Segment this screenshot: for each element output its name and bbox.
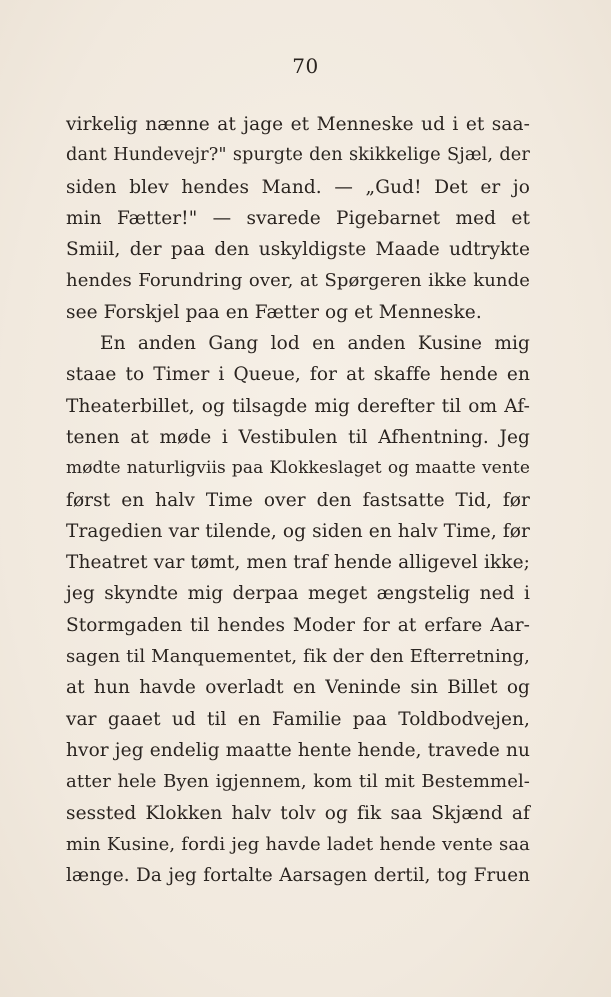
text-line: hvor jeg endelig maatte hente hende, travede nu [66, 739, 530, 761]
text-line: at hun havde overladt en Veninde sin Billet og [66, 677, 530, 699]
text-line: først en halv Time over den fastsatte Tid, før [66, 489, 530, 511]
text-line: hendes Forundring over, at Spørgeren ikke kunde [66, 270, 530, 292]
text-line: siden blev hendes Mand. — „Gud! Det er jo [66, 176, 530, 198]
text-line: jeg skyndte mig derpaa meget ængstelig ned i [66, 583, 530, 605]
text-line: virkelig nænne at jage et Menneske ud i et saa- [66, 114, 530, 135]
text-line: Stormgaden til hendes Moder for at erfare Aar- [66, 614, 530, 636]
text-line: min Fætter!" — svarede Pigebarnet med et [66, 207, 530, 229]
text-line: dant Hundevejr?" spurgte den skikkelige Sjæl, der [66, 145, 530, 166]
text-line: var gaaet ud til en Familie paa Toldbodvejen, [66, 708, 530, 730]
text-line: Smiil, der paa den uskyldigste Maade udtrykte [66, 239, 530, 261]
text-line: sessted Klokken halv tolv og fik saa Skjænd af [66, 802, 530, 824]
text-line: Tragedien var tilende, og siden en halv Time, før [66, 520, 530, 542]
text-line: Theaterbillet, og tilsagde mig derefter til om Af- [66, 395, 530, 417]
paragraph-start-line: En anden Gang lod en anden Kusine mig [100, 333, 530, 355]
text-line: atter hele Byen igjennem, kom til mit Bestemmel- [66, 771, 530, 793]
text-line: mødte naturligviis paa Klokkeslaget og maatte vente [66, 458, 530, 479]
text-line: see Forskjel paa en Fætter og et Menneske. [66, 301, 482, 323]
text-line: Theatret var tømt, men traf hende alligevel ikke; [66, 552, 530, 574]
text-line: tenen at møde i Vestibulen til Afhentning. Jeg [66, 426, 530, 448]
body-text [66, 109, 530, 891]
text-line: sagen til Manquementet, fik der den Efterretning, [66, 646, 530, 668]
text-line: min Kusine, fordi jeg havde ladet hende vente saa [66, 833, 530, 855]
page-number: 70 [292, 54, 319, 78]
text-line: staae to Timer i Queue, for at skaffe hende en [66, 364, 530, 386]
text-line: længe. Da jeg fortalte Aarsagen dertil, tog Fruen [66, 865, 530, 887]
